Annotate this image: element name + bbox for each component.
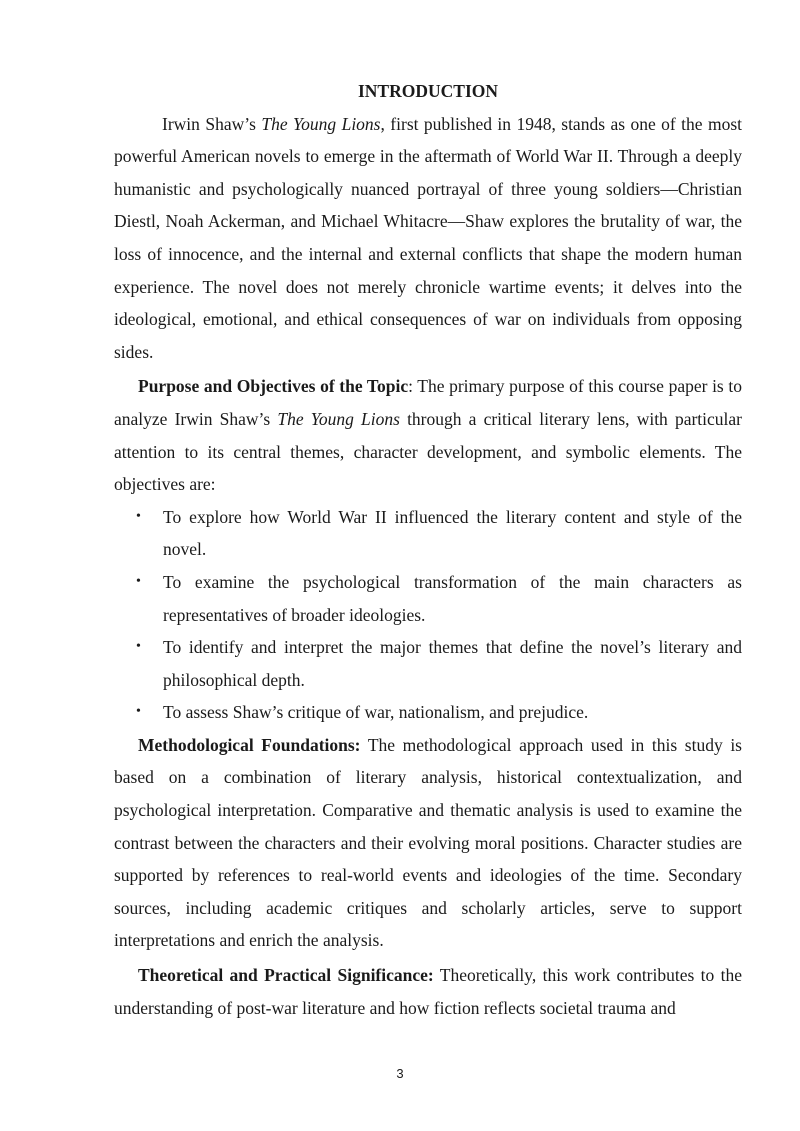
intro-paragraph [114, 108, 742, 369]
list-item-text: To explore how World War II influenced the literary content and style of the novel. [163, 506, 742, 560]
bullet-icon: • [136, 573, 141, 589]
significance-heading: Theoretical and Practical Significance: [138, 965, 434, 986]
list-item-text: To assess Shaw’s critique of war, nationalism, and prejudice. [163, 702, 589, 723]
methodology-text: The methodological approach used in this study is based on a combination of literary analysis, historical contextualization, and psychological interpretation. Comparative and thematic analysis is used to examine the contrast between the characters and their evolving moral positions. Character studies are supported by references to real-world events and ideologies of the time. Secondary sources, including academic critiques and scholarly articles, serve to support interpretations and enrich the analysis. [114, 734, 742, 951]
list-item [114, 566, 742, 631]
methodology-paragraph [114, 729, 742, 957]
list-item [114, 501, 742, 566]
objectives-list [114, 501, 742, 729]
purpose-paragraph [114, 370, 742, 500]
book-title: The Young Lions [277, 408, 400, 429]
significance-paragraph [114, 959, 742, 1024]
significance-text: Theoretically, this work contributes to the understanding of post-war literature and how fiction reflects societal trauma and [114, 965, 742, 1018]
bullet-icon: • [136, 639, 141, 655]
book-title: The Young Lions [261, 113, 381, 134]
list-item [114, 631, 742, 696]
methodology-heading: Methodological Foundations: [138, 734, 361, 755]
section-title: INTRODUCTION [357, 81, 499, 101]
bullet-icon: • [136, 508, 141, 524]
list-item-text: To examine the psychological transformation of the main characters as representatives of broader ideologies. [163, 571, 742, 625]
purpose-text-rest: through a critical literary lens, with particular attention to its central themes, character development, and symbolic elements. The objectives are: [114, 408, 742, 495]
page-content [114, 75, 742, 1024]
bullet-icon: • [136, 704, 141, 720]
intro-text-start: Irwin Shaw’s [162, 113, 262, 134]
list-item [114, 696, 742, 729]
intro-text-rest: , first published in 1948, stands as one of the most powerful American novels to emerge in the aftermath of World War II. Through a deeply humanistic and psychologically nuanced portrayal of three young soldiers—Christian Diestl, Noah Ackerman, and Michael Whitacre—Shaw explores the brutality of war, the loss of innocence, and the internal and external conflicts that shape the modern human experience. The novel does not merely chronicle wartime events; it delves into the ideological, emotional, and ethical consequences of war on individuals from opposing sides. [114, 113, 743, 362]
page-number: 3 [396, 1066, 404, 1081]
purpose-text-start: : The primary purpose of this course paper is to analyze Irwin Shaw’s [114, 376, 742, 429]
purpose-heading: Purpose and Objectives of the Topic [138, 376, 409, 397]
list-item-text: To identify and interpret the major themes that define the novel’s literary and philosophical depth. [163, 637, 742, 690]
